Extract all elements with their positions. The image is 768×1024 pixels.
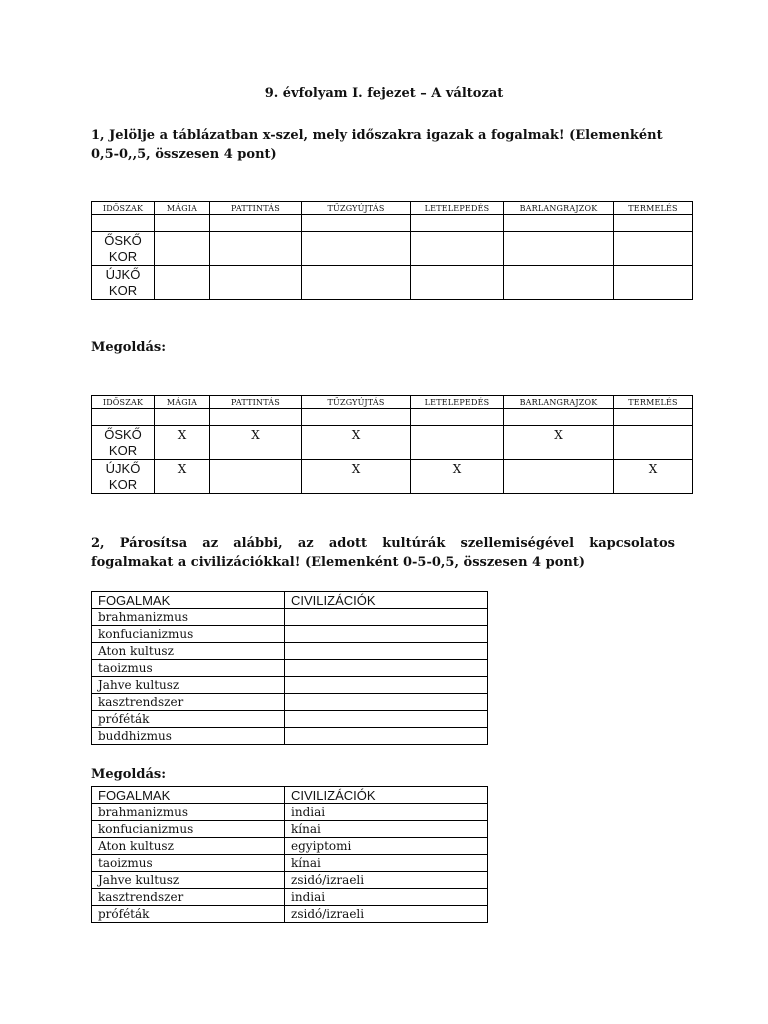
answer-mark: X bbox=[210, 426, 302, 460]
table-row bbox=[92, 889, 488, 906]
header-cave-drawings: BARLANGRAJZOK bbox=[504, 202, 614, 215]
table-row bbox=[92, 906, 488, 923]
table-row bbox=[92, 804, 488, 821]
table-row bbox=[92, 626, 488, 643]
answer-cell[interactable] bbox=[285, 626, 488, 643]
answer-cell[interactable] bbox=[285, 677, 488, 694]
row-label: ŐSKŐ KOR bbox=[92, 232, 155, 266]
header-magic: MÁGIA bbox=[155, 396, 210, 409]
civilization-cell: indiai bbox=[285, 889, 488, 906]
concept-cell: taoizmus bbox=[92, 855, 285, 872]
header-period: IDŐSZAK bbox=[92, 202, 155, 215]
answer-cell[interactable] bbox=[504, 232, 614, 266]
answer-cell[interactable] bbox=[155, 266, 210, 300]
header-civilizations: CIVILIZÁCIÓK bbox=[285, 787, 488, 804]
table-row bbox=[92, 660, 488, 677]
civilization-cell: kínai bbox=[285, 821, 488, 838]
header-magic: MÁGIA bbox=[155, 202, 210, 215]
answer-mark: X bbox=[302, 460, 411, 494]
q1-table bbox=[91, 201, 693, 300]
q1-solution-header-row bbox=[92, 396, 693, 409]
answer-cell[interactable] bbox=[285, 728, 488, 745]
answer-cell[interactable] bbox=[614, 232, 693, 266]
table-row bbox=[92, 728, 488, 745]
answer-cell[interactable] bbox=[285, 660, 488, 677]
civilization-cell: kínai bbox=[285, 855, 488, 872]
answer-mark bbox=[614, 426, 693, 460]
row-label: ŐSKŐ KOR bbox=[92, 426, 155, 460]
q1-header-row bbox=[92, 202, 693, 215]
answer-cell[interactable] bbox=[285, 711, 488, 728]
header-fire: TŰZGYÚJTÁS bbox=[302, 202, 411, 215]
q2-table bbox=[91, 591, 488, 745]
q2-solution-table bbox=[91, 786, 488, 923]
concept-cell: Jahve kultusz bbox=[92, 872, 285, 889]
answer-cell[interactable] bbox=[285, 609, 488, 626]
answer-mark: X bbox=[411, 460, 504, 494]
concept-cell: taoizmus bbox=[92, 660, 285, 677]
civilization-cell: egyiptomi bbox=[285, 838, 488, 855]
concept-cell: Jahve kultusz bbox=[92, 677, 285, 694]
answer-cell[interactable] bbox=[614, 266, 693, 300]
question-2-text: 2, Párosítsa az alábbi, az adott kultúrák szellemiségével kapcsolatos fogalmakat a civilizációkkal! (Elemenként 0-5-0,5, összesen 4 pont) bbox=[91, 536, 675, 570]
solution-label-1: Megoldás: bbox=[91, 340, 166, 355]
q1-solution-table bbox=[91, 395, 693, 494]
solution-label-2: Megoldás: bbox=[91, 767, 166, 782]
concept-cell: próféták bbox=[92, 711, 285, 728]
q1-row-old-stone-age bbox=[92, 232, 693, 266]
q1-row-new-stone-age bbox=[92, 266, 693, 300]
row-label: ÚJKŐ KOR bbox=[92, 266, 155, 300]
row-label: ÚJKŐ KOR bbox=[92, 460, 155, 494]
header-fire: TŰZGYÚJTÁS bbox=[302, 396, 411, 409]
answer-cell[interactable] bbox=[411, 232, 504, 266]
header-civilizations: CIVILIZÁCIÓK bbox=[285, 592, 488, 609]
concept-cell: konfucianizmus bbox=[92, 626, 285, 643]
q1-solution-spacer-row bbox=[92, 409, 693, 426]
answer-cell[interactable] bbox=[302, 232, 411, 266]
answer-cell[interactable] bbox=[155, 232, 210, 266]
concept-cell: Aton kultusz bbox=[92, 643, 285, 660]
header-flaking: PATTINTÁS bbox=[210, 396, 302, 409]
q2-solution-header-row bbox=[92, 787, 488, 804]
concept-cell: brahmanizmus bbox=[92, 609, 285, 626]
page-title: 9. évfolyam I. fejezet – A változat bbox=[264, 86, 504, 101]
table-row bbox=[92, 609, 488, 626]
q1-solution-row-old-stone-age bbox=[92, 426, 693, 460]
concept-cell: próféták bbox=[92, 906, 285, 923]
answer-cell[interactable] bbox=[210, 266, 302, 300]
table-row bbox=[92, 677, 488, 694]
q1-solution-row-new-stone-age bbox=[92, 460, 693, 494]
table-row bbox=[92, 711, 488, 728]
answer-mark bbox=[411, 426, 504, 460]
q2-header-row bbox=[92, 592, 488, 609]
answer-mark bbox=[504, 460, 614, 494]
q1-spacer-row bbox=[92, 215, 693, 232]
header-cave-drawings: BARLANGRAJZOK bbox=[504, 396, 614, 409]
answer-cell[interactable] bbox=[411, 266, 504, 300]
answer-cell[interactable] bbox=[210, 232, 302, 266]
header-flaking: PATTINTÁS bbox=[210, 202, 302, 215]
answer-mark: X bbox=[155, 426, 210, 460]
question-1-text: 1, Jelölje a táblázatban x-szel, mely időszakra igazak a fogalmak! (Elemenként 0,5-0,,5, összesen 4 pont) bbox=[91, 128, 663, 162]
civilization-cell: zsidó/izraeli bbox=[285, 872, 488, 889]
concept-cell: Aton kultusz bbox=[92, 838, 285, 855]
header-production: TERMELÉS bbox=[614, 396, 693, 409]
concept-cell: brahmanizmus bbox=[92, 804, 285, 821]
answer-mark: X bbox=[504, 426, 614, 460]
header-settlement: LETELEPEDÉS bbox=[411, 202, 504, 215]
civilization-cell: indiai bbox=[285, 804, 488, 821]
table-row bbox=[92, 821, 488, 838]
table-row bbox=[92, 694, 488, 711]
table-row bbox=[92, 643, 488, 660]
answer-mark bbox=[210, 460, 302, 494]
header-settlement: LETELEPEDÉS bbox=[411, 396, 504, 409]
answer-cell[interactable] bbox=[504, 266, 614, 300]
table-row bbox=[92, 855, 488, 872]
civilization-cell: zsidó/izraeli bbox=[285, 906, 488, 923]
header-production: TERMELÉS bbox=[614, 202, 693, 215]
answer-mark: X bbox=[155, 460, 210, 494]
header-concepts: FOGALMAK bbox=[92, 592, 285, 609]
answer-cell[interactable] bbox=[302, 266, 411, 300]
concept-cell: kasztrendszer bbox=[92, 694, 285, 711]
header-concepts: FOGALMAK bbox=[92, 787, 285, 804]
concept-cell: kasztrendszer bbox=[92, 889, 285, 906]
answer-cell[interactable] bbox=[285, 694, 488, 711]
concept-cell: konfucianizmus bbox=[92, 821, 285, 838]
header-period: IDŐSZAK bbox=[92, 396, 155, 409]
answer-cell[interactable] bbox=[285, 643, 488, 660]
answer-mark: X bbox=[302, 426, 411, 460]
table-row bbox=[92, 838, 488, 855]
table-row bbox=[92, 872, 488, 889]
concept-cell: buddhizmus bbox=[92, 728, 285, 745]
answer-mark: X bbox=[614, 460, 693, 494]
